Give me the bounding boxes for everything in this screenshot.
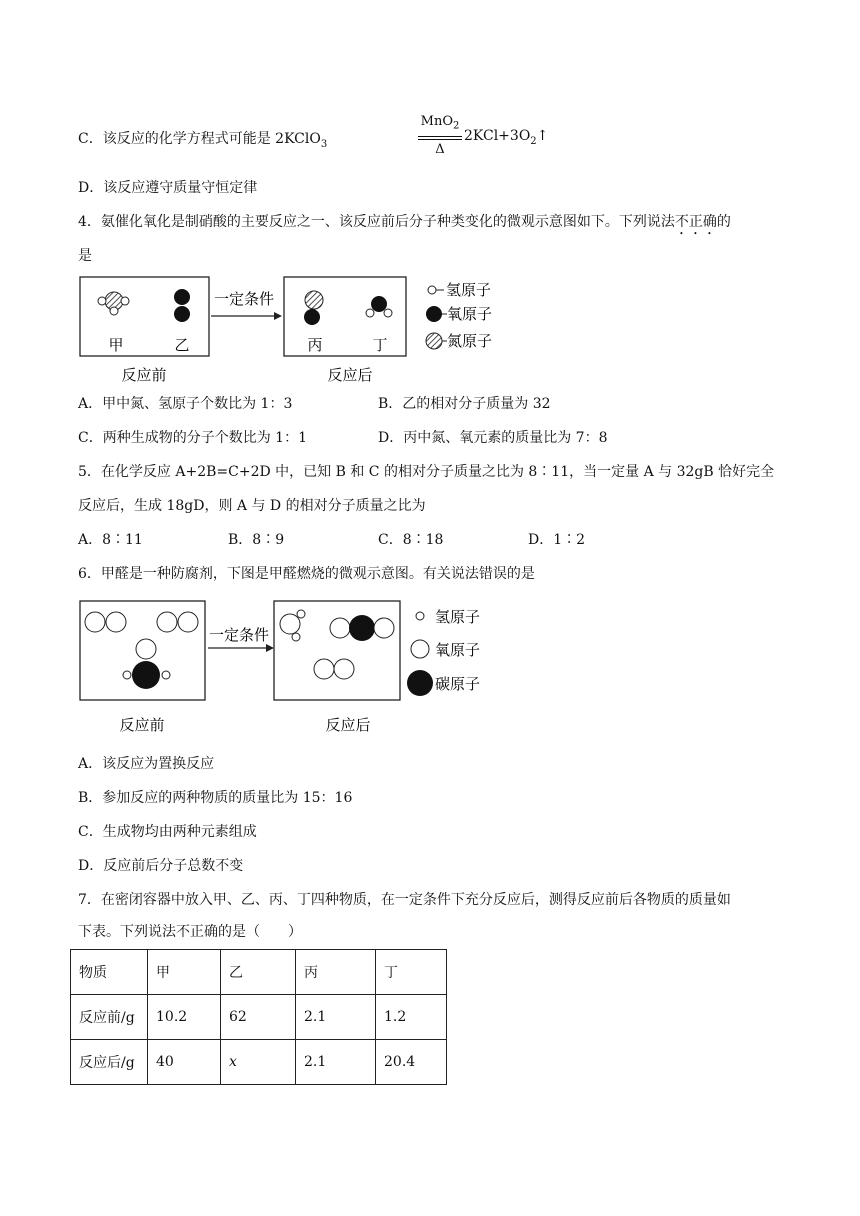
q4-option-b: B．乙的相对分子质量为 32: [378, 396, 551, 412]
carbon-atom: [132, 661, 160, 689]
legend-hydrogen-icon: [428, 286, 436, 294]
table-cell: 10.2: [148, 995, 221, 1040]
q6-option-b: B．参加反应的两种物质的质量比为 15：16: [78, 790, 353, 806]
legend-oxygen: 氧原子: [435, 641, 481, 659]
legend-nitrogen: 氮原子: [447, 332, 493, 350]
table-header-row: [71, 950, 447, 995]
q3-option-c: C．该反应的化学方程式可能是 2KClO$_3$ MnO$_2$ Δ $2KCl+3O_2↑$: [78, 114, 549, 157]
label-ding: 丁: [372, 336, 388, 354]
table-cell: 反应后/g: [71, 1040, 148, 1085]
table-cell: 2.1: [296, 995, 376, 1040]
condition-label: 一定条件: [208, 626, 270, 644]
table-cell: 乙: [221, 950, 296, 995]
q5-option-a: A．8∶11: [78, 532, 143, 548]
hydrogen-atom: [110, 307, 118, 315]
hydrogen-atom: [366, 309, 374, 317]
oxygen-atom: [334, 659, 354, 679]
q7-stem-line2: 下表。下列说法不正确的是（ ）: [78, 924, 302, 940]
legend-hydrogen-icon: [416, 612, 424, 620]
nitrogen-atom: [305, 291, 323, 309]
before-label: 反应前: [119, 716, 165, 734]
legend-carbon: 碳原子: [435, 675, 481, 693]
q7-stem-line1: 7．在密闭容器中放入甲、乙、丙、丁四种物质，在一定条件下充分反应后，测得反应前后各物质的质量如: [78, 892, 731, 908]
hydrogen-atom: [98, 297, 106, 305]
condition-label: 一定条件: [213, 290, 275, 308]
q6-stem: 6．甲醛是一种防腐剂，下图是甲醛燃烧的微观示意图。有关说法错误的是: [78, 566, 535, 582]
q6-option-a: A．该反应为置换反应: [78, 756, 215, 772]
arrow-head: [274, 312, 282, 320]
oxygen-atom: [174, 306, 190, 322]
legend-hydrogen: 氢原子: [435, 608, 481, 626]
legend-oxygen: 氧原子: [447, 305, 493, 323]
oxygen-atom: [85, 612, 105, 632]
mass-table: [70, 949, 447, 1085]
oxygen-atom: [314, 659, 334, 679]
oxygen-atom: [178, 612, 198, 632]
q6-option-c: C．生成物均由两种元素组成: [78, 824, 257, 840]
hydrogen-atom: [123, 671, 131, 679]
table-cell: 62: [221, 995, 296, 1040]
oxygen-atom: [330, 618, 350, 638]
q3-option-c-text: C．该反应的化学方程式可能是 2KClO: [78, 131, 321, 147]
hydrogen-atom: [297, 610, 305, 618]
oxygen-atom: [280, 614, 300, 634]
table-cell: 反应前/g: [71, 995, 148, 1040]
table-row: [71, 1040, 447, 1085]
table-cell: x: [221, 1040, 296, 1085]
emphasis-text: 不正确: [674, 214, 717, 230]
oxygen-atom: [106, 612, 126, 632]
oxygen-atom: [374, 618, 394, 638]
legend-hydrogen: 氢原子: [446, 281, 492, 299]
legend-nitrogen-icon: [426, 333, 442, 349]
carbon-atom: [349, 615, 375, 641]
table-cell: 20.4: [376, 1040, 447, 1085]
q3-option-d: D．该反应遵守质量守恒定律: [78, 180, 258, 196]
arrow-head: [266, 644, 274, 652]
oxygen-atom: [157, 612, 177, 632]
q4-stem-line1: 4．氨催化氧化是制硝酸的主要反应之一、该反应前后分子种类变化的微观示意图如下。下列说法不正确的: [78, 214, 731, 230]
before-label: 反应前: [121, 366, 167, 384]
hydrogen-atom: [162, 671, 170, 679]
table-cell: 1.2: [376, 995, 447, 1040]
q6-diagram: [78, 598, 498, 746]
q6-option-d: D．反应前后分子总数不变: [78, 858, 244, 874]
table-cell: 物质: [71, 950, 148, 995]
q4-diagram: [78, 276, 538, 392]
oxygen-atom: [174, 289, 190, 305]
after-label: 反应后: [325, 716, 371, 734]
label-yi: 乙: [174, 336, 190, 354]
q5-stem-line2: 反应后，生成 18gD，则 A 与 D 的相对分子质量之比为: [78, 498, 426, 514]
legend-carbon-icon: [407, 670, 433, 696]
q5-option-d: D．1∶2: [528, 532, 586, 548]
before-box: [80, 277, 209, 356]
table-row: [71, 995, 447, 1040]
hydrogen-atom: [121, 297, 129, 305]
oxygen-atom: [136, 639, 156, 659]
oxygen-atom: [371, 296, 387, 312]
legend-oxygen-icon: [426, 306, 442, 322]
label-bing: 丙: [307, 336, 323, 354]
q5-stem-line1: 5．在化学反应 A+2B=C+2D 中，已知 B 和 C 的相对分子质量之比为 8∶11，当一定量 A 与 32gB 恰好完全: [78, 464, 775, 480]
label-jia: 甲: [108, 336, 124, 354]
table-cell: 2.1: [296, 1040, 376, 1085]
q4-option-a: A．甲中氮、氢原子个数比为 1：3: [78, 396, 293, 412]
gas-arrow: ↑: [536, 128, 549, 144]
table-cell: 丙: [296, 950, 376, 995]
table-cell: 丁: [376, 950, 447, 995]
q4-option-d: D．丙中氮、氧元素的质量比为 7：8: [378, 430, 608, 446]
oxygen-atom: [304, 309, 320, 325]
legend-oxygen-icon: [411, 640, 429, 658]
table-cell: 甲: [148, 950, 221, 995]
hydrogen-atom: [384, 309, 392, 317]
q5-option-c: C．8∶18: [378, 532, 444, 548]
q4-stem-line2: 是: [78, 248, 92, 264]
after-label: 反应后: [327, 366, 373, 384]
q5-option-b: B．8∶9: [228, 532, 285, 548]
q4-option-c: C．两种生成物的分子个数比为 1：1: [78, 430, 307, 446]
hydrogen-atom: [292, 633, 300, 641]
table-cell: 40: [148, 1040, 221, 1085]
